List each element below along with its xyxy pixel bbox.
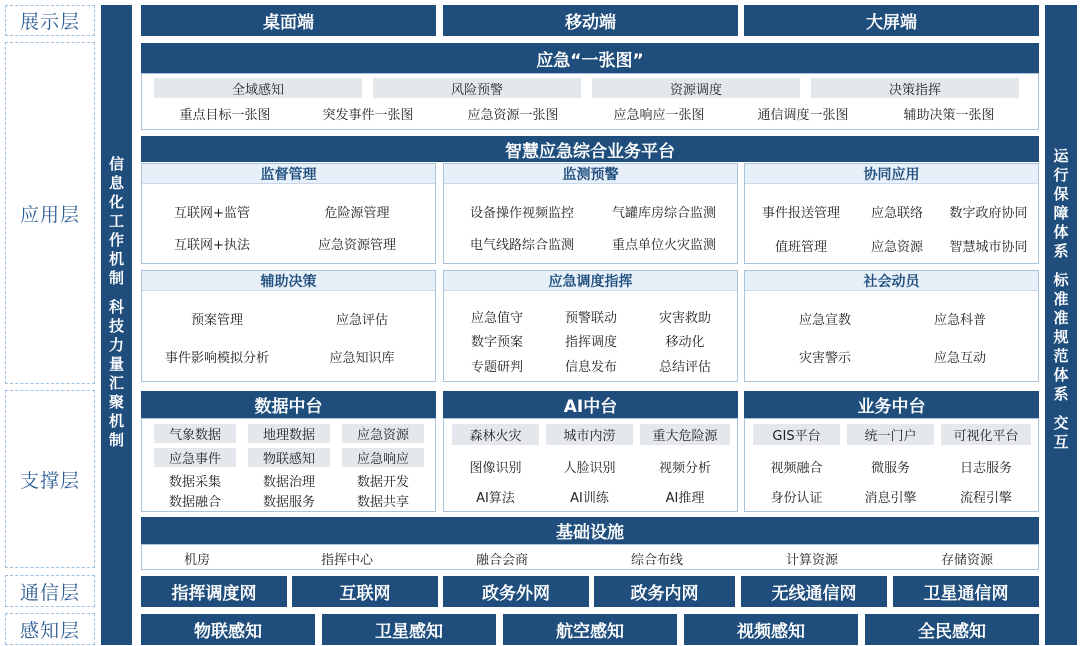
- ai-tag: 重大危险源: [640, 424, 730, 445]
- panel-item: 值班管理: [774, 240, 827, 255]
- biz-item: 身份认证: [770, 491, 823, 506]
- right-bar-char: 标: [1053, 271, 1069, 289]
- panel-mobilization: [744, 270, 1039, 382]
- one-map-item: 重点目标一张图: [179, 108, 271, 123]
- left-bar-char: 制: [108, 269, 124, 287]
- right-bar-char: 体: [1053, 223, 1069, 241]
- infrastructure-title: 基础设施: [141, 517, 1039, 544]
- right-vertical-bar: [1045, 5, 1077, 645]
- panel-item: 电气线路综合监测: [469, 238, 574, 253]
- ai-center-title: AI中台: [443, 391, 738, 418]
- data-center-title: 数据中台: [141, 391, 436, 418]
- panel-item: 事件影响模拟分析: [164, 351, 269, 366]
- network-gov-internal: 政务内网: [594, 576, 735, 607]
- infra-item: 综合布线: [630, 553, 683, 568]
- biz-item: 日志服务: [959, 461, 1012, 476]
- panel-item: 应急知识库: [329, 351, 395, 366]
- data-item: 数据开发: [356, 475, 409, 490]
- ai-item: 图像识别: [469, 461, 522, 476]
- one-map-tag: 决策指挥: [811, 78, 1019, 98]
- panel-item: 事件报送管理: [761, 206, 840, 221]
- left-bar-char: 机: [108, 412, 124, 430]
- panel-item: 应急资源: [870, 240, 923, 255]
- ai-tag: 森林火灾: [452, 424, 539, 445]
- panel-item: 数字预案: [470, 335, 523, 350]
- right-bar-char: 规: [1053, 328, 1069, 346]
- ai-item: 人脸识别: [563, 461, 616, 476]
- panel-item: 互联网+监管: [174, 206, 250, 221]
- one-map-tag: 资源调度: [592, 78, 800, 98]
- panel-item: 危险源管理: [324, 206, 390, 221]
- data-tag: 物联感知: [248, 448, 330, 467]
- layer-label-perception: 感知层: [5, 613, 95, 645]
- panel-item: 重点单位火灾监测: [611, 238, 716, 253]
- one-map-item: 辅助决策一张图: [903, 108, 995, 123]
- left-bar-char: 息: [108, 174, 124, 192]
- sensing-satellite: 卫星感知: [322, 614, 496, 645]
- left-bar-char: 聚: [108, 393, 124, 411]
- ai-tag: 城市内涝: [546, 424, 633, 445]
- panel-title: 监测预警: [444, 164, 737, 184]
- left-bar-char: 力: [108, 336, 124, 354]
- panel-item: 应急互动: [933, 351, 986, 366]
- right-bar-char: 行: [1053, 166, 1069, 184]
- left-bar-char: 化: [108, 193, 124, 211]
- biz-center-panel: [744, 418, 1039, 512]
- network-gov-external: 政务外网: [443, 576, 589, 607]
- right-bar-char: 系: [1053, 242, 1069, 260]
- data-tag: 应急资源: [342, 424, 424, 443]
- panel-title: 协同应用: [745, 164, 1038, 184]
- network-internet: 互联网: [292, 576, 438, 607]
- panel-item: 指挥调度: [564, 335, 617, 350]
- panel-item: 预警联动: [564, 311, 617, 326]
- one-map-item: 突发事件一张图: [322, 108, 414, 123]
- platform-title: 智慧应急综合业务平台: [141, 136, 1039, 162]
- one-map-item: 通信调度一张图: [757, 108, 849, 123]
- sensing-video: 视频感知: [684, 614, 858, 645]
- right-bar-char: 准: [1053, 290, 1069, 308]
- left-vertical-bar: [101, 5, 132, 645]
- data-tag: 应急响应: [342, 448, 424, 467]
- data-item: 数据融合: [168, 495, 221, 510]
- ai-item: AI训练: [570, 491, 609, 506]
- panel-item: 预案管理: [190, 313, 243, 328]
- data-item: 数据采集: [168, 475, 221, 490]
- panel-item: 总结评估: [658, 360, 711, 375]
- right-bar-char: 交: [1053, 414, 1069, 432]
- left-bar-char: 量: [108, 355, 124, 373]
- biz-tag: 可视化平台: [941, 424, 1031, 445]
- right-bar-char: 系: [1053, 385, 1069, 403]
- sensing-public: 全民感知: [865, 614, 1039, 645]
- one-map-tag: 风险预警: [373, 78, 581, 98]
- layer-label-application: 应用层: [5, 42, 95, 384]
- panel-title: 社会动员: [745, 271, 1038, 291]
- network-command: 指挥调度网: [141, 576, 287, 607]
- panel-item: 应急评估: [335, 313, 388, 328]
- panel-collaboration: [744, 163, 1039, 264]
- biz-item: 流程引擎: [959, 491, 1012, 506]
- panel-item: 应急宣教: [798, 313, 851, 328]
- ai-item: AI推理: [665, 491, 705, 506]
- display-mobile: 移动端: [443, 5, 738, 36]
- ai-center-panel: [443, 418, 738, 512]
- data-item: 数据治理: [262, 475, 315, 490]
- panel-item: 移动化: [665, 335, 705, 350]
- panel-item: 应急科普: [933, 313, 986, 328]
- left-bar-char: 信: [108, 155, 124, 173]
- display-bigscreen: 大屏端: [744, 5, 1039, 36]
- panel-dispatch: [443, 270, 738, 382]
- infra-item: 指挥中心: [320, 553, 373, 568]
- layer-label-support: 支撑层: [5, 390, 95, 568]
- left-bar-char: 科: [108, 298, 124, 316]
- biz-center-title: 业务中台: [744, 391, 1039, 418]
- data-item: 数据共享: [356, 495, 409, 510]
- ai-item: AI算法: [476, 491, 515, 506]
- sensing-iot: 物联感知: [141, 614, 315, 645]
- left-bar-char: 工: [108, 212, 124, 230]
- panel-item: 数字政府协同: [949, 206, 1028, 221]
- panel-item: 信息发布: [564, 360, 617, 375]
- left-bar-char: 机: [108, 250, 124, 268]
- panel-title: 辅助决策: [142, 271, 435, 291]
- data-item: 数据服务: [262, 495, 315, 510]
- left-bar-char: 作: [108, 231, 124, 249]
- panel-item: 智慧城市协同: [949, 240, 1028, 255]
- panel-item: 应急资源管理: [317, 238, 396, 253]
- infrastructure-panel: [141, 544, 1039, 570]
- biz-item: 视频融合: [770, 461, 823, 476]
- one-map-item: 应急资源一张图: [467, 108, 559, 123]
- one-map-item: 应急响应一张图: [613, 108, 705, 123]
- panel-item: 专题研判: [470, 360, 523, 375]
- infra-item: 存储资源: [940, 553, 993, 568]
- panel-item: 灾害救助: [658, 311, 711, 326]
- data-tag: 地理数据: [248, 424, 330, 443]
- network-wireless: 无线通信网: [741, 576, 887, 607]
- right-bar-char: 运: [1053, 147, 1069, 165]
- panel-monitoring: [443, 163, 738, 264]
- panel-item: 应急联络: [870, 206, 923, 221]
- ai-item: 视频分析: [658, 461, 711, 476]
- panel-item: 互联网+执法: [174, 238, 250, 253]
- data-center-panel: [141, 418, 436, 512]
- biz-tag: 统一门户: [847, 424, 934, 445]
- display-desktop: 桌面端: [141, 5, 436, 36]
- right-bar-char: 保: [1053, 185, 1069, 203]
- panel-item: 设备操作视频监控: [469, 206, 574, 221]
- panel-decision: [141, 270, 436, 382]
- right-bar-char: 准: [1053, 309, 1069, 327]
- sensing-aerial: 航空感知: [503, 614, 677, 645]
- layer-label-communication: 通信层: [5, 575, 95, 607]
- one-map-title: 应急“一张图”: [141, 43, 1039, 73]
- right-bar-char: 范: [1053, 347, 1069, 365]
- layer-label-display: 展示层: [5, 5, 95, 36]
- infra-item: 计算资源: [785, 553, 838, 568]
- right-bar-char: 体: [1053, 366, 1069, 384]
- left-bar-char: 汇: [108, 374, 124, 392]
- infra-item: 机房: [183, 553, 210, 568]
- panel-title: 应急调度指挥: [444, 271, 737, 291]
- right-bar-char: 互: [1053, 433, 1069, 451]
- biz-item: 消息引擎: [864, 491, 917, 506]
- infra-item: 融合会商: [475, 553, 528, 568]
- biz-item: 微服务: [870, 461, 910, 476]
- left-bar-char: 制: [108, 431, 124, 449]
- right-bar-char: 障: [1053, 204, 1069, 222]
- panel-item: 应急值守: [470, 311, 523, 326]
- panel-item: 气罐库房综合监测: [611, 206, 716, 221]
- left-bar-char: 技: [108, 317, 124, 335]
- biz-tag: GIS平台: [753, 424, 840, 445]
- one-map-tag: 全域感知: [154, 78, 362, 98]
- network-satellite: 卫星通信网: [893, 576, 1039, 607]
- panel-item: 灾害警示: [798, 351, 851, 366]
- data-tag: 气象数据: [154, 424, 236, 443]
- data-tag: 应急事件: [154, 448, 236, 467]
- panel-supervision: [141, 163, 436, 264]
- panel-title: 监督管理: [142, 164, 435, 184]
